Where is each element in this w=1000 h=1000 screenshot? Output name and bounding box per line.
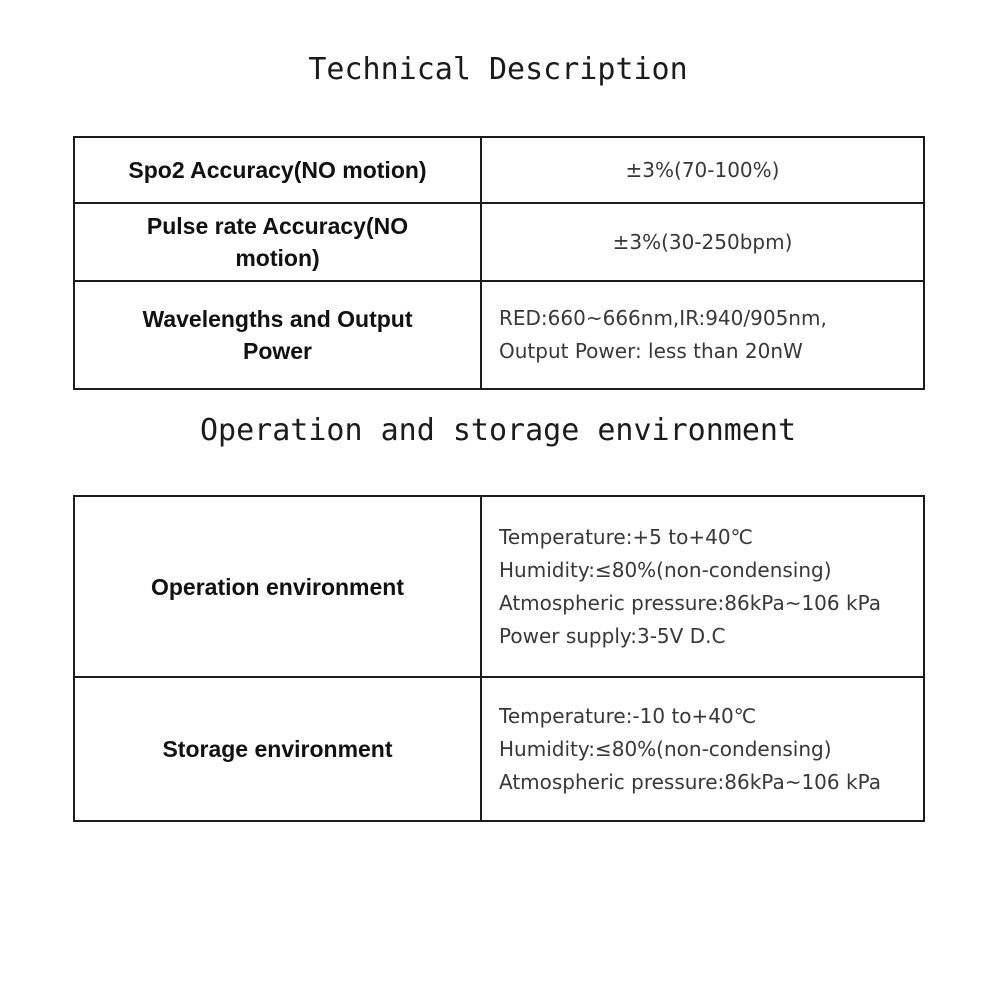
spec-label-line: Spo2 Accuracy(NO motion) <box>128 157 427 183</box>
spec-value-line: Power supply:3-5V D.C <box>499 623 726 648</box>
spec-label-line: Power <box>242 338 313 364</box>
spec-value-line: RED:660~666nm,IR:940/905nm, <box>499 306 827 330</box>
spec-value-line: Humidity:≤80%(non-condensing) <box>499 557 832 582</box>
spec-label-line: Pulse rate Accuracy(NO <box>146 213 409 239</box>
table-row <box>74 137 924 203</box>
spec-value-cell <box>481 496 924 677</box>
spec-value-cell <box>481 137 924 203</box>
spec-label-cell <box>74 677 481 821</box>
spec-label-cell <box>74 496 481 677</box>
table-row <box>74 203 924 281</box>
spec-label-line: Wavelengths and Output <box>142 306 413 332</box>
spec-value-line: Temperature:+5 to+40℃ <box>499 524 754 549</box>
spec-label-cell <box>74 203 481 281</box>
spec-value-line: Atmospheric pressure:86kPa~106 kPa <box>499 590 881 615</box>
spec-value-cell <box>481 677 924 821</box>
spec-value-cell <box>481 281 924 389</box>
spec-value-cell <box>481 203 924 281</box>
spec-value-line: Atmospheric pressure:86kPa~106 kPa <box>499 769 881 794</box>
table-row <box>74 677 924 821</box>
spec-value-line: ±3%(30-250bpm) <box>612 229 793 254</box>
spec-label-cell <box>74 281 481 389</box>
table-row <box>74 496 924 677</box>
spec-value-line: Humidity:≤80%(non-condensing) <box>499 736 832 761</box>
spec-value-line: Temperature:-10 to+40℃ <box>499 703 757 728</box>
spec-label-line: motion) <box>235 245 320 271</box>
spec-value-line: ±3%(70-100%) <box>625 157 780 182</box>
spec-value-line: Output Power: less than 20nW <box>499 339 803 363</box>
table-row <box>74 281 924 389</box>
environment-spec-table <box>73 495 925 822</box>
technical-spec-table <box>73 136 925 390</box>
technical-description-heading: Technical Description <box>308 52 688 87</box>
spec-label-cell <box>74 137 481 203</box>
spec-label-line: Operation environment <box>150 573 405 600</box>
operation-storage-heading: Operation and storage environment <box>199 413 797 448</box>
spec-label-line: Storage environment <box>162 736 393 762</box>
